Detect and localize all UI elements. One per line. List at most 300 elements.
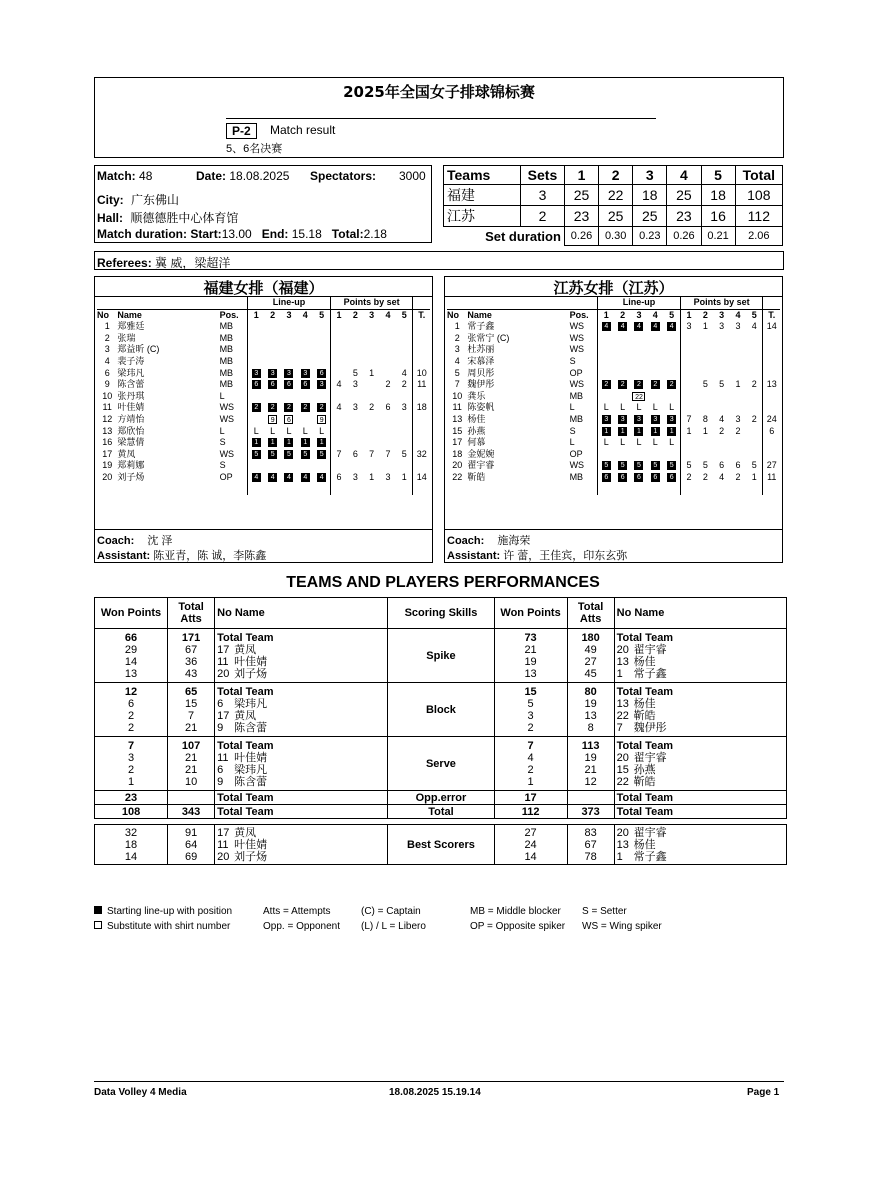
set-points xyxy=(330,368,347,380)
set-score: 18 xyxy=(701,185,735,206)
player-position: L xyxy=(219,425,225,436)
set3-header: 3 xyxy=(633,166,667,185)
starter-position-badge: 2 xyxy=(301,403,310,412)
set-points xyxy=(396,333,413,345)
set-points xyxy=(347,426,363,438)
skill-row xyxy=(95,737,787,791)
coach-label: Coach: xyxy=(97,535,135,547)
set-points xyxy=(380,333,396,345)
total-atts: 21 xyxy=(184,721,198,734)
lineup-cell xyxy=(663,414,680,426)
player-number: 16 xyxy=(102,437,113,448)
lineup-cell xyxy=(631,426,647,438)
set-points: 6 xyxy=(330,472,347,484)
set-points: 2 xyxy=(401,379,407,390)
player-row xyxy=(447,368,780,380)
total-atts: 69 xyxy=(184,850,198,863)
starter-position-badge: 3 xyxy=(252,369,261,378)
performer-entry xyxy=(617,710,784,722)
player-total-points xyxy=(763,402,780,414)
performer-number: 17 xyxy=(217,709,230,722)
lineup-cell xyxy=(264,472,280,484)
performer-number: 6 xyxy=(217,763,224,776)
lineup-cell xyxy=(297,333,313,345)
player-position: WS xyxy=(569,344,585,355)
lineup-cell xyxy=(281,414,297,426)
starter-position-badge: 5 xyxy=(667,461,676,470)
player-position: S xyxy=(569,355,576,366)
set-points xyxy=(697,437,713,449)
set-points xyxy=(347,460,363,472)
legend-col2 xyxy=(263,904,340,934)
lineup-cell xyxy=(281,460,297,472)
performer-number: 22 xyxy=(616,709,629,722)
performer-name: Total Team xyxy=(616,631,674,644)
player-total-points: 10 xyxy=(413,368,430,380)
player-position: L xyxy=(569,402,575,413)
set-points: 7 xyxy=(330,449,347,461)
lineup-cell xyxy=(631,460,647,472)
performer-number: 20 xyxy=(217,667,230,680)
player-position: MB xyxy=(569,413,584,424)
performer-name: 叶佳婧 xyxy=(234,838,268,851)
player-row xyxy=(447,321,780,333)
lineup-cell xyxy=(631,344,647,356)
starter-position-badge: 3 xyxy=(667,415,676,424)
lineup-cell xyxy=(264,368,280,380)
set-points: 8 xyxy=(702,413,708,424)
player-row xyxy=(97,460,430,472)
player-number: 19 xyxy=(102,460,113,471)
lineup-cell xyxy=(297,402,313,414)
substitute-number-badge: 6 xyxy=(284,415,293,424)
set-points xyxy=(730,368,746,380)
player-name: 杨佳 xyxy=(467,413,486,424)
set-duration-row xyxy=(444,227,783,246)
lineup-cell xyxy=(297,472,313,484)
set-points xyxy=(680,391,697,403)
performer-number: 1 xyxy=(616,667,623,680)
starter-position-badge: 3 xyxy=(301,369,310,378)
player-position: MB xyxy=(219,332,234,343)
player-row xyxy=(97,391,430,403)
set-points xyxy=(347,344,363,356)
player-name: 郑雅廷 xyxy=(117,321,145,332)
set-points xyxy=(363,437,379,449)
starter-position-badge: 4 xyxy=(252,473,261,482)
lineup-cell xyxy=(313,460,330,472)
total-atts: 65 xyxy=(184,685,198,698)
lineup-cell xyxy=(663,426,680,438)
assistant-label: Assistant: xyxy=(97,550,151,562)
lineup-set-header: 1 xyxy=(598,309,615,321)
set-points xyxy=(713,368,729,380)
lineup-cell xyxy=(614,391,630,403)
player-number: 4 xyxy=(454,355,460,366)
set-points: 5 xyxy=(702,379,708,390)
starter-position-badge: 3 xyxy=(268,369,277,378)
referees-names: 冀 威，梁超洋 xyxy=(155,256,231,270)
set-points: 4 xyxy=(719,471,725,482)
performer-entry xyxy=(217,722,385,734)
total-atts-header: Total Atts xyxy=(567,598,614,629)
legend-item: Atts = Attempts xyxy=(263,906,331,917)
performer-name: 黄凤 xyxy=(234,709,257,722)
performer-number: 20 xyxy=(616,826,629,839)
lineup-cell xyxy=(281,368,297,380)
starter-position-badge: 1 xyxy=(268,438,277,447)
lineup-cell xyxy=(281,402,297,414)
set-points: 4 xyxy=(330,402,347,414)
set-points: 1 xyxy=(369,367,375,378)
performer-name: 常子鑫 xyxy=(633,850,667,863)
legend-item: OP = Opposite spiker xyxy=(470,921,566,932)
lineup-cell xyxy=(281,426,297,438)
player-position: L xyxy=(219,390,225,401)
won-points: 2 xyxy=(127,763,135,776)
starter-position-badge: 4 xyxy=(667,322,676,331)
set-points: 4 xyxy=(401,367,407,378)
player-total-points xyxy=(413,321,430,333)
lineup-cell xyxy=(631,449,647,461)
performer-entry xyxy=(617,722,784,734)
start-value: 13.00 xyxy=(221,227,252,241)
performer-name: Total Team xyxy=(215,805,388,819)
set-points xyxy=(680,333,697,345)
performer-number: 20 xyxy=(217,850,230,863)
lineup-cell xyxy=(264,449,280,461)
set-points: 3 xyxy=(735,321,741,332)
points-set-header: 4 xyxy=(385,309,391,320)
lineup-cell xyxy=(647,402,663,414)
player-position: OP xyxy=(569,448,583,459)
player-number: 20 xyxy=(102,471,113,482)
starter-position-badge: 4 xyxy=(301,473,310,482)
set-points: 6 xyxy=(719,460,725,471)
lineup-cell xyxy=(313,379,330,391)
performer-number: 13 xyxy=(616,838,629,851)
points-set-header: 1 xyxy=(330,309,347,321)
player-number: 22 xyxy=(452,471,463,482)
lineup-cell xyxy=(631,321,647,333)
player-total-points: 14 xyxy=(413,472,430,484)
set-points xyxy=(380,356,396,368)
performer-entry xyxy=(617,656,784,668)
player-position: OP xyxy=(219,471,233,482)
roster-header-row xyxy=(97,309,430,321)
player-number: 2 xyxy=(454,332,460,343)
set-points: 2 xyxy=(369,402,375,413)
lineup-cell xyxy=(313,437,330,449)
set-points xyxy=(363,356,379,368)
performer-name: 靳皓 xyxy=(633,709,656,722)
libero-marker: L xyxy=(286,425,292,436)
lineup-cell xyxy=(663,472,680,484)
points-by-set-header: Points by set xyxy=(330,297,413,309)
duration-label: Match duration: xyxy=(97,227,187,241)
won-points: 14 xyxy=(524,850,537,863)
player-row xyxy=(97,333,430,345)
lineup-cell xyxy=(297,437,313,449)
set-points xyxy=(396,391,413,403)
set-points xyxy=(363,460,379,472)
set-points xyxy=(330,344,347,356)
starter-position-badge: 1 xyxy=(284,438,293,447)
lineup-cell xyxy=(614,344,630,356)
set-points xyxy=(330,391,347,403)
set-points xyxy=(363,414,379,426)
set-points: 5 xyxy=(401,448,407,459)
performer-number: 13 xyxy=(616,655,629,668)
set-points xyxy=(380,437,396,449)
performer-name: 黄凤 xyxy=(234,643,257,656)
set-points: 6 xyxy=(385,402,391,413)
skill-name: Block xyxy=(388,683,494,737)
set1-header: 1 xyxy=(564,166,598,185)
performer-entry xyxy=(217,839,385,851)
total-atts: 180 xyxy=(581,631,600,644)
player-number: 3 xyxy=(104,344,110,355)
total-atts: 19 xyxy=(584,751,597,764)
player-number: 5 xyxy=(454,367,460,378)
set-points xyxy=(713,344,729,356)
start-label: Start: xyxy=(190,227,222,241)
performer-name: Total Team xyxy=(614,805,786,819)
no-header: No xyxy=(97,309,109,320)
starter-position-badge: 1 xyxy=(618,427,627,436)
player-number: 7 xyxy=(454,379,460,390)
set-points xyxy=(746,449,763,461)
player-position: S xyxy=(569,425,576,436)
set-points xyxy=(697,402,713,414)
set-points: 5 xyxy=(719,379,725,390)
total-atts: 49 xyxy=(584,643,597,656)
starter-position-badge: 3 xyxy=(317,380,326,389)
player-number: 13 xyxy=(452,413,463,424)
performer-name: 杨佳 xyxy=(633,655,656,668)
legend-col1 xyxy=(94,904,232,934)
team-right-title: 江苏女排（江苏） xyxy=(553,279,674,297)
assistant-label: Assistant: xyxy=(447,550,501,562)
set-score: 22 xyxy=(599,185,633,206)
won-points: 2 xyxy=(527,763,534,776)
result-table xyxy=(443,165,783,246)
points-set-header: 5 xyxy=(751,309,757,320)
skill-name: Best Scorers xyxy=(388,825,494,865)
coach-name: 沈 泽 xyxy=(147,535,173,547)
lineup-cell xyxy=(663,379,680,391)
player-number: 17 xyxy=(452,437,463,448)
performer-number: 11 xyxy=(217,838,229,851)
lineup-cell xyxy=(598,437,615,449)
libero-marker: L xyxy=(302,425,308,436)
set4-header: 4 xyxy=(667,166,701,185)
result-row-right-team xyxy=(444,206,783,227)
lineup-set-header: 4 xyxy=(302,309,308,320)
set-points: 3 xyxy=(352,402,358,413)
set-score: 25 xyxy=(599,206,633,227)
player-position: MB xyxy=(219,321,234,332)
set-points: 5 xyxy=(352,367,358,378)
set-points: 2 xyxy=(719,425,725,436)
player-number: 1 xyxy=(454,321,460,332)
player-row xyxy=(447,426,780,438)
won-points: 66 xyxy=(124,631,138,644)
pos-header: Pos. xyxy=(219,309,239,320)
total-atts: 8 xyxy=(587,721,594,734)
performer-entry xyxy=(217,668,385,680)
set-points: 3 xyxy=(719,321,725,332)
player-row xyxy=(97,368,430,380)
starter-position-badge: 1 xyxy=(634,427,643,436)
total-atts: 67 xyxy=(584,838,597,851)
roster-right-table xyxy=(447,297,780,495)
skill-name: Spike xyxy=(388,629,494,683)
starter-position-badge: 5 xyxy=(634,461,643,470)
starter-position-badge: 6 xyxy=(284,380,293,389)
legend-item: Opp. = Opponent xyxy=(263,921,341,932)
set-points xyxy=(363,426,379,438)
total-atts: 113 xyxy=(581,739,600,752)
player-number: 15 xyxy=(452,425,463,436)
set-points xyxy=(730,402,746,414)
set-points: 2 xyxy=(751,379,757,390)
set-points: 3 xyxy=(680,321,697,333)
set-score: 23 xyxy=(564,206,598,227)
lineup-cell xyxy=(647,437,663,449)
lineup-cell xyxy=(631,391,647,403)
substitute-square-icon xyxy=(94,921,102,929)
total-header: T. xyxy=(763,309,780,321)
performer-entry xyxy=(217,740,385,752)
starter-position-badge: 4 xyxy=(634,322,643,331)
starter-position-badge: 3 xyxy=(651,415,660,424)
lineup-cell xyxy=(663,344,680,356)
date-label: Date: xyxy=(196,169,227,183)
set-points: 5 xyxy=(702,460,708,471)
lineup-cell xyxy=(631,437,647,449)
player-name: 黄凤 xyxy=(117,448,136,459)
lineup-cell xyxy=(598,356,615,368)
referees-label: Referees: xyxy=(97,256,152,270)
lineup-cell xyxy=(248,333,265,345)
footer-divider xyxy=(94,1081,784,1082)
performer-name: 陈含蕾 xyxy=(234,775,268,788)
lineup-cell xyxy=(281,472,297,484)
roster-left-table xyxy=(97,297,430,495)
player-row xyxy=(447,414,780,426)
libero-marker: L xyxy=(253,425,259,436)
player-total-points xyxy=(413,344,430,356)
points-by-set-header: Points by set xyxy=(680,297,763,309)
player-position: MB xyxy=(219,379,234,390)
player-number: 3 xyxy=(454,344,460,355)
doc-code: P-2 xyxy=(226,123,257,139)
starter-position-badge: 3 xyxy=(602,415,611,424)
performer-entry xyxy=(217,644,385,656)
player-row xyxy=(97,379,430,391)
set-points xyxy=(330,356,347,368)
libero-marker: L xyxy=(620,437,626,448)
lineup-cell xyxy=(313,356,330,368)
lineup-cell xyxy=(614,460,630,472)
set-points xyxy=(713,402,729,414)
player-total-points xyxy=(763,437,780,449)
lineup-cell xyxy=(647,379,663,391)
points-set-header: 3 xyxy=(719,309,725,320)
performer-entry xyxy=(217,752,385,764)
lineup-cell xyxy=(663,460,680,472)
performer-entry xyxy=(617,851,784,863)
lineup-cell xyxy=(248,460,265,472)
won-points: 2 xyxy=(127,721,135,734)
performer-name: 梁玮凡 xyxy=(234,763,268,776)
player-number: 20 xyxy=(452,460,463,471)
sets-header: Sets xyxy=(521,166,565,185)
starter-position-badge: 4 xyxy=(317,473,326,482)
player-name: 周贝彤 xyxy=(467,367,495,378)
performer-name: 常子鑫 xyxy=(633,667,667,680)
player-position: MB xyxy=(219,344,234,355)
starter-position-badge: 6 xyxy=(301,380,310,389)
set-points: 1 xyxy=(751,471,757,482)
performer-number: 13 xyxy=(616,697,629,710)
team-left-title: 福建女排（福建） xyxy=(203,279,324,297)
player-name: 杜苏丽 xyxy=(467,344,495,355)
lineup-cell xyxy=(663,333,680,345)
player-total-points xyxy=(763,391,780,403)
lineup-cell xyxy=(264,391,280,403)
hall-value: 顺德德胜中心体育馆 xyxy=(130,211,239,225)
set-points xyxy=(330,460,347,472)
lineup-cell xyxy=(281,449,297,461)
starter-position-badge: 5 xyxy=(284,450,293,459)
legend-item: Starting line-up with position xyxy=(107,906,233,917)
set-duration: 0.26 xyxy=(667,227,701,246)
doc-type: Match result xyxy=(270,123,336,137)
legend-item: (C) = Captain xyxy=(361,906,421,917)
pos-header: Pos. xyxy=(569,309,589,320)
set-points xyxy=(713,391,729,403)
performer-name: Total Team xyxy=(616,739,674,752)
set-points xyxy=(330,333,347,345)
set-points xyxy=(746,402,763,414)
player-total-points xyxy=(413,426,430,438)
performer-entry xyxy=(617,764,784,776)
lineup-cell xyxy=(313,426,330,438)
total-header: T. xyxy=(413,309,430,321)
set-points: 2 xyxy=(702,471,708,482)
roster-header-row xyxy=(447,309,780,321)
set-points: 2 xyxy=(385,379,391,390)
performer-name: 翟宇睿 xyxy=(633,643,667,656)
lineup-cell xyxy=(297,414,313,426)
lineup-cell xyxy=(264,379,280,391)
performer-name: 魏伊彤 xyxy=(633,721,667,734)
set-points: 3 xyxy=(735,413,741,424)
performer-entry xyxy=(617,632,784,644)
player-name: 翟宇睿 xyxy=(467,460,495,471)
player-name: 张瑞 xyxy=(117,332,136,343)
lineup-set-header: 3 xyxy=(636,309,642,320)
match-label: Match: xyxy=(97,169,136,183)
total-atts: 67 xyxy=(184,643,198,656)
won-points: 19 xyxy=(524,655,537,668)
roster-filler-row xyxy=(447,484,780,496)
set-points: 3 xyxy=(401,402,407,413)
set-points: 4 xyxy=(751,321,757,332)
set-points xyxy=(746,356,763,368)
